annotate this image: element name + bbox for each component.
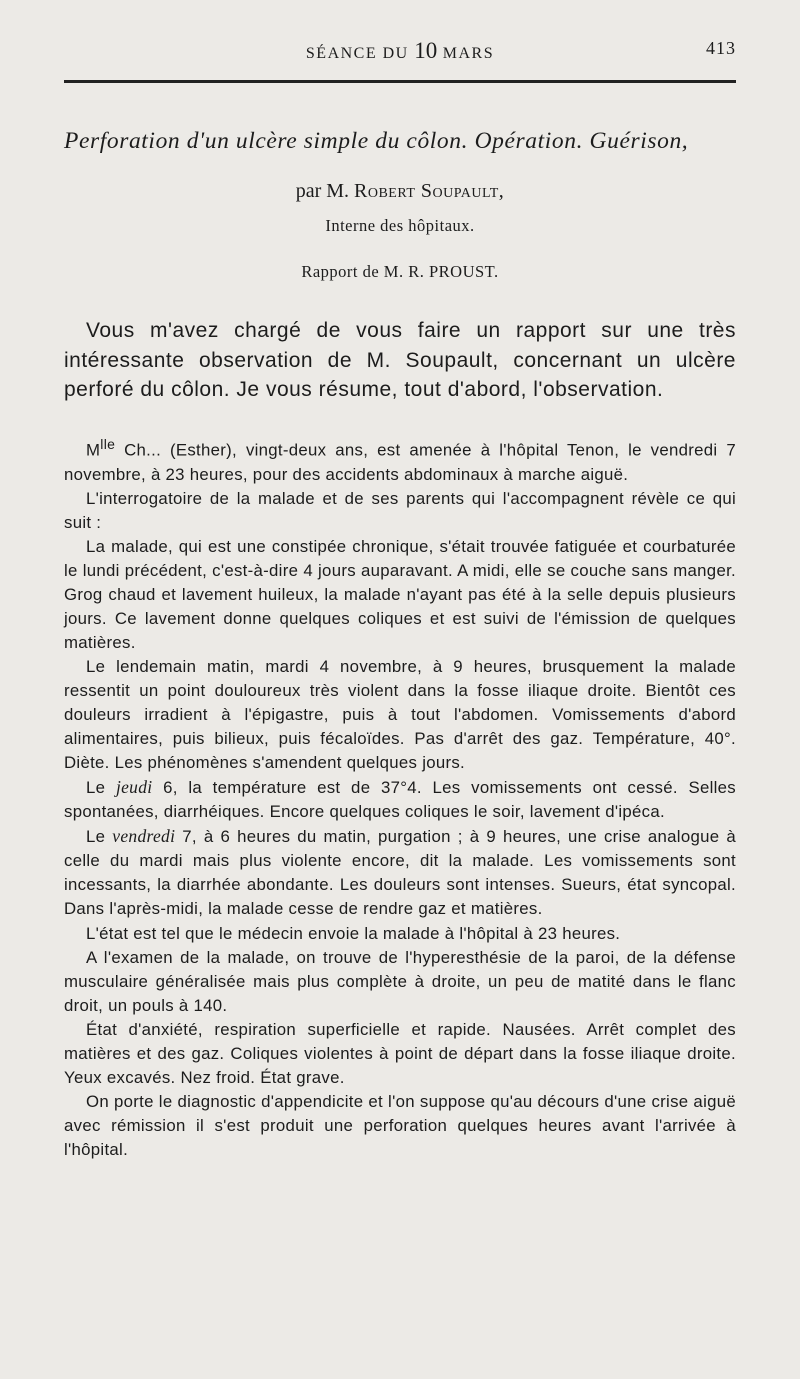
paragraph-patient	[64, 432, 736, 487]
paragraph-friday	[64, 824, 736, 921]
paragraph-thursday-text: 6, la température est de 37°4. Les vomissements ont cessé. Selles spontanées, diarrhéiques. Encore quelques coliques le soir, lavement d'ipéca.	[64, 778, 736, 822]
author-name: Robert Soupault,	[354, 180, 505, 202]
paragraph-examination: A l'examen de la malade, on trouve de l'hyperesthésie de la paroi, de la défense musculaire généralisée mais plus complète à droite, un peu de matité dans le flanc droit, un pouls à 140.	[64, 947, 736, 1015]
paragraph-interrogation: L'interrogatoire de la malade et de ses parents qui l'accompagnent révèle ce qui suit :	[64, 488, 736, 532]
running-title-pre: SÉANCE DU	[305, 45, 415, 62]
paragraph-friday-text: 7, à 6 heures du matin, purgation ; à 9 heures, une crise analogue à celle du mardi mais plus violente encore, dit la malade. Les vomissements sont incessants, la diarrhée abondante. Les douleurs sont intenses. Sueurs, état syncopal. Dans l'après-midi, la malade cesse de rendre gaz et matières.	[64, 827, 736, 919]
byline-prefix: par M.	[295, 180, 355, 202]
paragraph-condition: État d'anxiété, respiration superficielle et rapide. Nausées. Arrêt complet des matières et des gaz. Coliques violentes à point de départ dans la fosse iliaque droite. Yeux excavés. Nez froid. État grave.	[64, 1019, 736, 1087]
paragraph-thursday-pre: Le	[86, 778, 116, 798]
title-abbrev-sup: lle	[100, 436, 116, 452]
paragraph-admission: L'état est tel que le médecin envoie la malade à l'hôpital à 23 heures.	[86, 923, 621, 943]
running-title-post: MARS	[437, 45, 495, 62]
running-title-day: 10	[414, 38, 438, 63]
paragraph-tuesday: Le lendemain matin, mardi 4 novembre, à 9 heures, brusquement la malade ressentit un point douloureux très violent dans la fosse iliaque droite. Bientôt ces douleurs irradient à l'épigastre, puis à tout l'abdomen. Vomissements d'abord alimentaires, puis bilieux, puis fécaloïdes. Pas d'arrêt des gaz. Température, 40°. Diète. Les phénomènes s'amendent quelques jours.	[64, 657, 736, 773]
intro-paragraph: Vous m'avez chargé de vous faire un rapport sur une très intéressante observation de M. Soupault, concernant un ulcère perforé du côlon. Je vous résume, tout d'abord, l'observation.	[64, 319, 736, 401]
running-head	[64, 34, 736, 64]
document-page	[64, 0, 736, 1379]
article-title: Perforation d'un ulcère simple du côlon. Opération. Guérison,	[64, 128, 689, 154]
report-attribution: Rapport de M. R. PROUST.	[301, 262, 499, 281]
paragraph-thursday	[64, 775, 736, 824]
paragraph-thursday-em: jeudi	[115, 777, 153, 798]
paragraph-history: La malade, qui est une constipée chronique, s'était trouvée fatiguée et courbaturée le lundi précédent, c'est-à-dire 4 jours auparavant. A midi, elle se couche sans manger. Grog chaud et lavement huileux, la malade n'ayant pas été à la selle depuis plusieurs jours. Ce lavement donne quelques coliques et est suivi de l'émission de quelques matières.	[64, 536, 736, 652]
paragraph-patient-text: Ch... (Esther), vingt-deux ans, est amenée à l'hôpital Tenon, le vendredi 7 novembre, à 23 heures, pour des accidents abdominaux à marche aiguë.	[64, 440, 736, 484]
paragraph-diagnosis: On porte le diagnostic d'appendicite et l'on suppose qu'au décours d'une crise aiguë avec rémission il s'est produit une perforation quelques heures avant l'arrivée à l'hôpital.	[64, 1091, 736, 1159]
paragraph-friday-pre: Le	[86, 827, 113, 847]
running-title	[64, 38, 736, 64]
observation-body	[64, 432, 736, 1162]
header-rule	[64, 80, 736, 83]
byline	[64, 180, 736, 203]
title-abbrev-m: M	[86, 440, 101, 460]
page-number: 413	[706, 38, 736, 58]
author-affiliation: Interne des hôpitaux.	[325, 216, 475, 235]
paragraph-friday-em: vendredi	[112, 826, 176, 847]
